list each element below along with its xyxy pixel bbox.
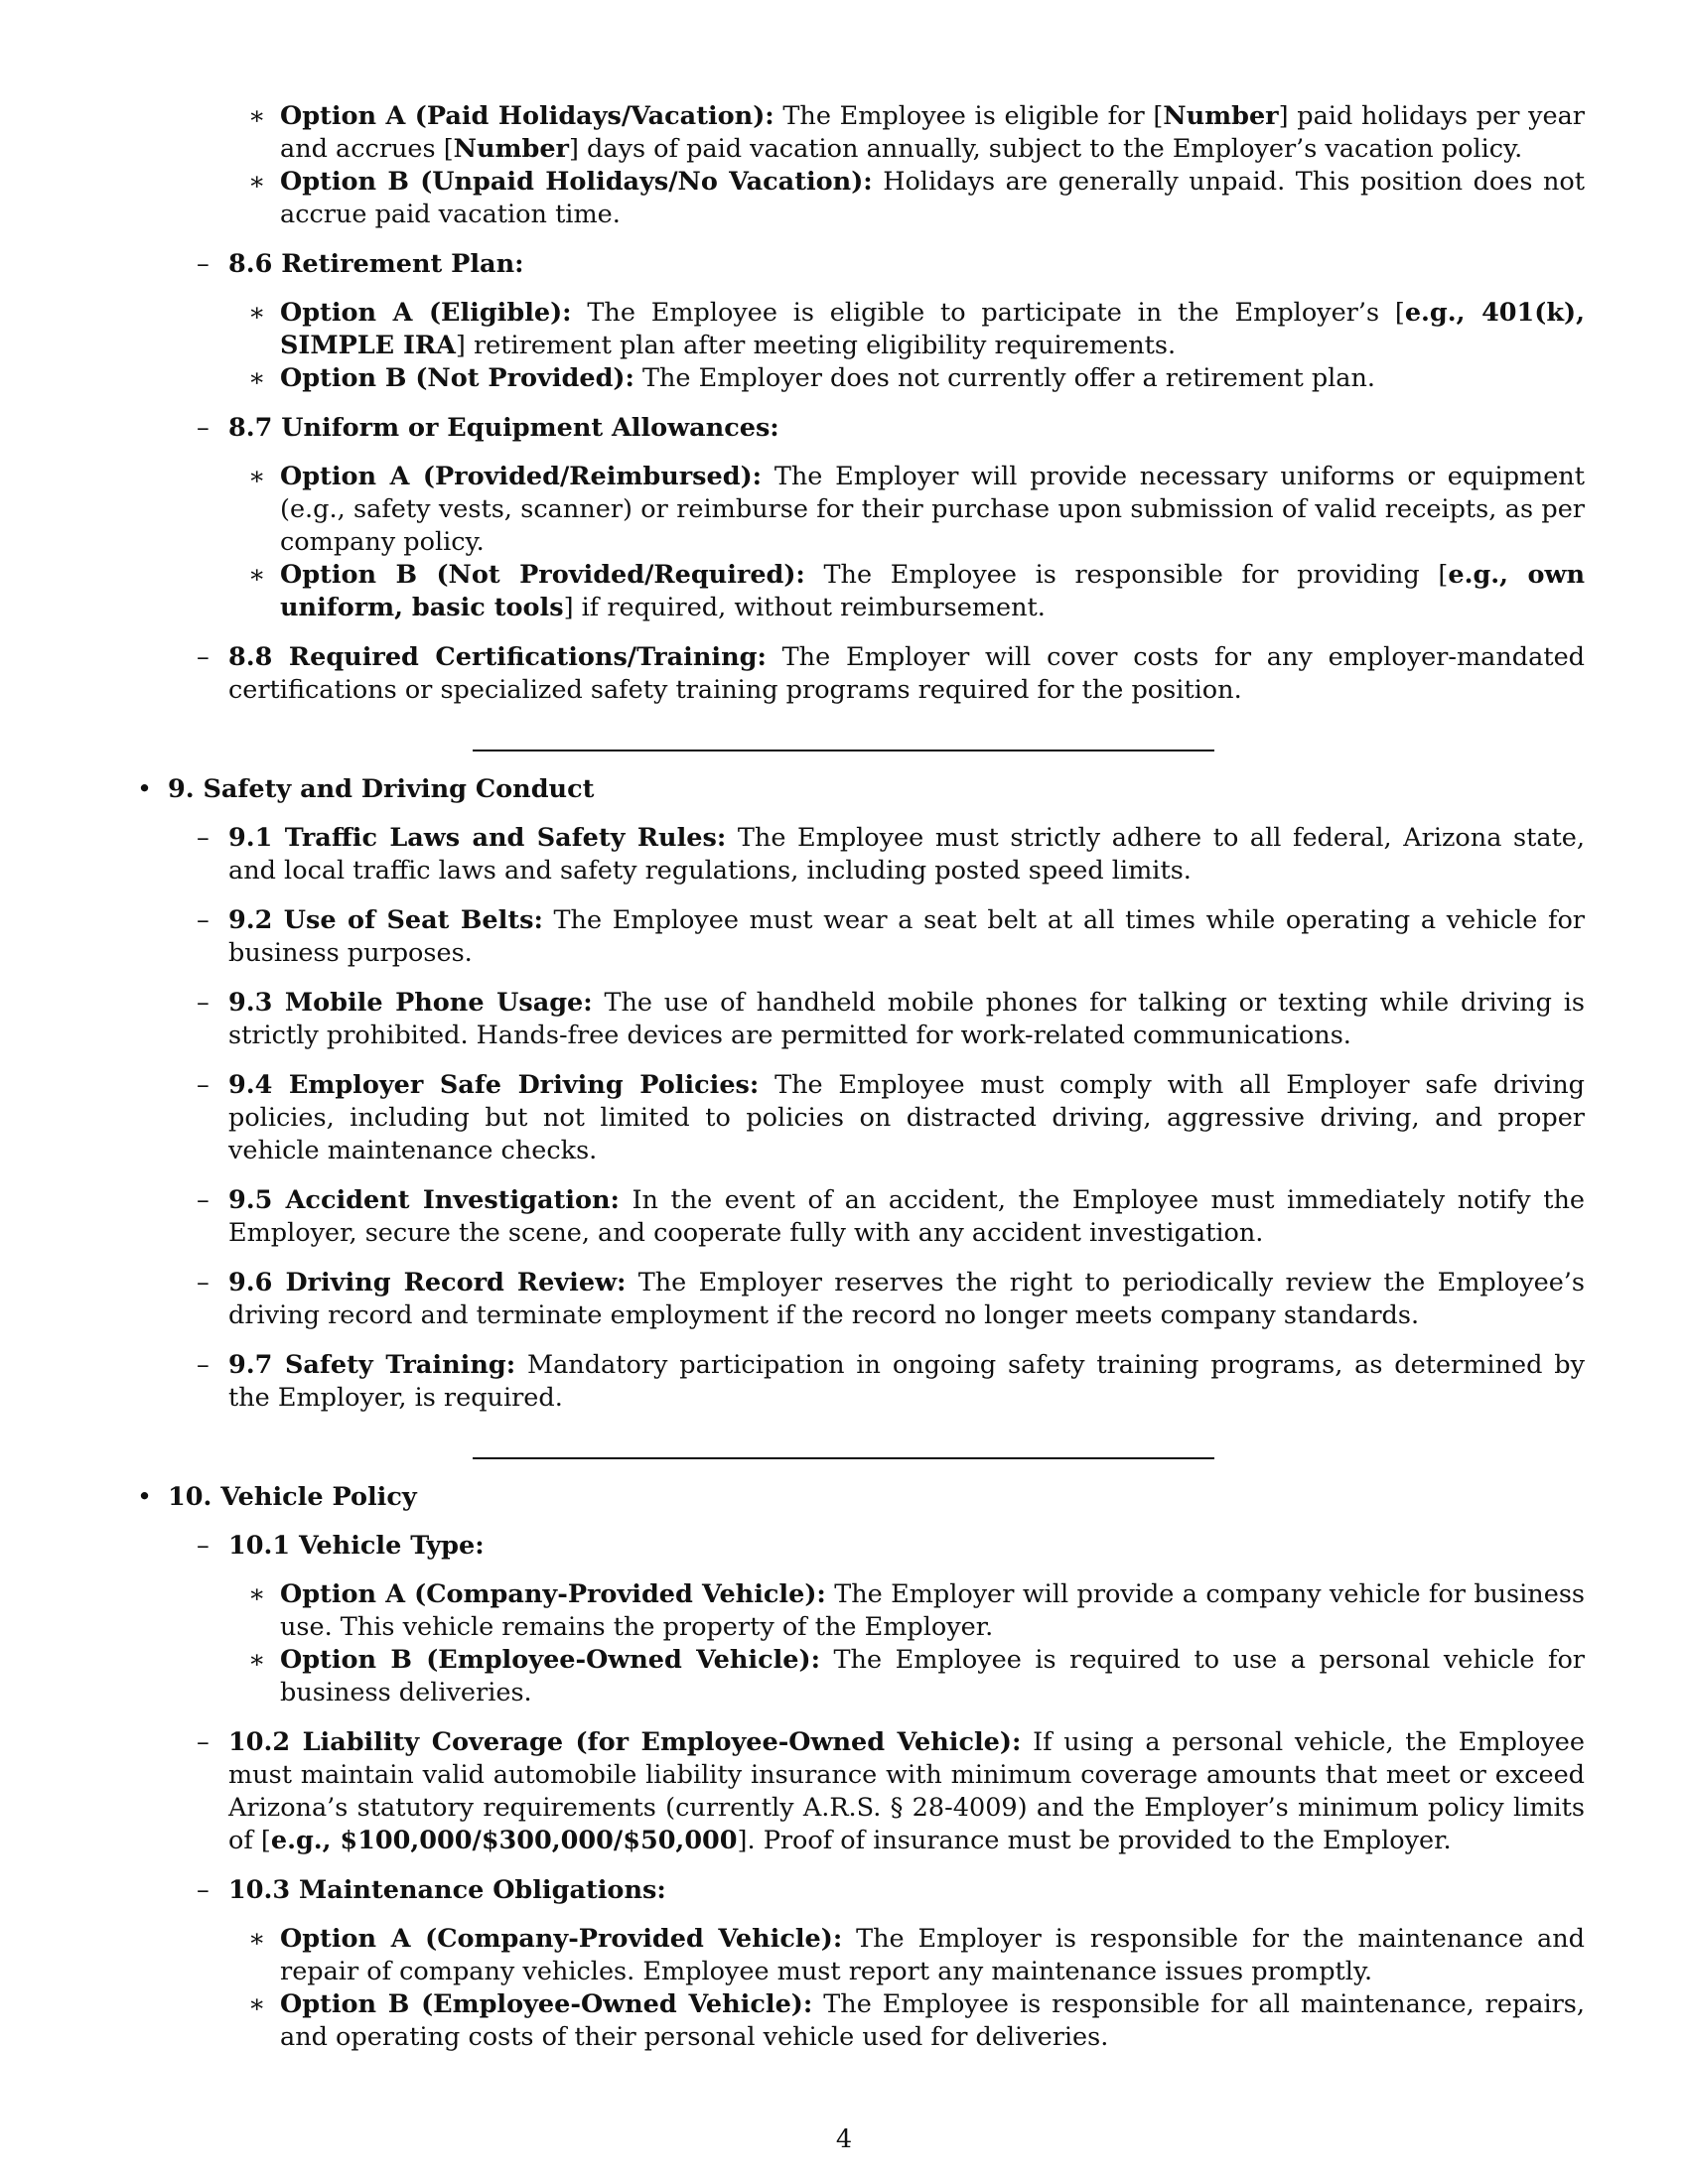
star-marker: ∗ bbox=[248, 101, 266, 131]
section-9-4: – 9.4 Employer Safe Driving Policies: The Employee must comply with all Employer safe driving policies, including but not limited to policies on distracted driving, aggressive driving, and proper vehicle maintenance checks. bbox=[197, 1070, 1585, 1165]
option-10-1-b: ∗ Option B (Employee-Owned Vehicle): The Employee is required to use a personal vehicle for business deliveries. bbox=[248, 1645, 1585, 1707]
horizontal-divider bbox=[473, 750, 1214, 751]
section-9-5: – 9.5 Accident Investigation: In the event of an accident, the Employee must immediately notify the Employer, secure the scene, and cooperate fully with any accident investigation. bbox=[197, 1185, 1585, 1248]
dash-marker: – bbox=[197, 1350, 210, 1380]
section-10-2: – 10.2 Liability Coverage (for Employee-Owned Vehicle): If using a personal vehicle, the Employee must maintain valid automobile liability insurance with minimum coverage amounts that meet or exceed Arizona’s statutory requirements (currently A.R.S. § 28-4009) and the Employer’s minimum policy limits of [e.g., $100,000/$300,000/$50,000]. Proof of insurance must be provided to the Employer. bbox=[197, 1727, 1585, 1855]
dash-marker: – bbox=[197, 1070, 210, 1100]
option-8-6-a: ∗ Option A (Eligible): The Employee is eligible to participate in the Employer’s [e.g., 401(k), SIMPLE IRA] retirement plan after meeting eligibility requirements. bbox=[248, 298, 1585, 360]
option-10-3-a: ∗ Option A (Company-Provided Vehicle): The Employer is responsible for the maintenance and repair of company vehicles. Employee must report any maintenance issues promptly. bbox=[248, 1924, 1585, 1986]
option-10-1-a: ∗ Option A (Company-Provided Vehicle): The Employer will provide a company vehicle for business use. This vehicle remains the property of the Employer. bbox=[248, 1579, 1585, 1642]
option-8-5-b: ∗ Option B (Unpaid Holidays/No Vacation): Holidays are generally unpaid. This position does not accrue paid vacation time. bbox=[248, 167, 1585, 229]
section-10-1-heading: – 10.1 Vehicle Type: bbox=[197, 1531, 485, 1561]
option-label: Option A (Eligible): bbox=[280, 298, 572, 328]
option-8-7-a: ∗ Option A (Provided/Reimbursed): The Employer will provide necessary uniforms or equipment (e.g., safety vests, scanner) or reimburse for their purchase upon submission of valid receipts, as per company policy. bbox=[248, 462, 1585, 557]
bullet-marker: • bbox=[137, 1482, 153, 1512]
option-label: Option B (Not Provided/Required): bbox=[280, 560, 805, 590]
horizontal-divider bbox=[473, 1457, 1214, 1459]
section-9-heading: • 9. Safety and Driving Conduct bbox=[137, 774, 595, 804]
star-marker: ∗ bbox=[248, 1989, 266, 2019]
dash-marker: – bbox=[197, 1268, 210, 1297]
dash-marker: – bbox=[197, 1531, 210, 1561]
section-9-2: – 9.2 Use of Seat Belts: The Employee must wear a seat belt at all times while operating a vehicle for business purposes. bbox=[197, 905, 1585, 968]
section-10-heading: • 10. Vehicle Policy bbox=[137, 1482, 417, 1512]
section-8-7-heading: – 8.7 Uniform or Equipment Allowances: bbox=[197, 413, 779, 443]
section-10-3-heading: – 10.3 Maintenance Obligations: bbox=[197, 1875, 666, 1905]
bullet-marker: • bbox=[137, 774, 153, 804]
dash-marker: – bbox=[197, 1727, 210, 1757]
star-marker: ∗ bbox=[248, 363, 266, 393]
page-number: 4 bbox=[835, 2124, 853, 2154]
option-label: Option B (Not Provided): bbox=[280, 363, 634, 393]
option-label: Option A (Company-Provided Vehicle): bbox=[280, 1579, 826, 1609]
section-8-6-heading: – 8.6 Retirement Plan: bbox=[197, 249, 524, 279]
star-marker: ∗ bbox=[248, 560, 266, 590]
section-9-1: – 9.1 Traffic Laws and Safety Rules: The Employee must strictly adhere to all federal, Arizona state, and local traffic laws and safety regulations, including posted speed limits. bbox=[197, 823, 1585, 886]
dash-marker: – bbox=[197, 823, 210, 853]
section-9-6: – 9.6 Driving Record Review: The Employer reserves the right to periodically review the Employee’s driving record and terminate employment if the record no longer meets company standards. bbox=[197, 1268, 1585, 1330]
option-8-7-b: ∗ Option B (Not Provided/Required): The Employee is responsible for providing [e.g., own uniform, basic tools] if required, without reimbursement. bbox=[248, 560, 1586, 622]
section-9-3: – 9.3 Mobile Phone Usage: The use of handheld mobile phones for talking or texting while driving is strictly prohibited. Hands-free devices are permitted for work-related communications. bbox=[197, 988, 1585, 1050]
dash-marker: – bbox=[197, 1185, 210, 1215]
option-label: Option B (Employee-Owned Vehicle): bbox=[280, 1989, 813, 2019]
dash-marker: – bbox=[197, 905, 210, 935]
option-label: Option A (Company-Provided Vehicle): bbox=[280, 1924, 843, 1954]
star-marker: ∗ bbox=[248, 1645, 266, 1675]
option-label: Option B (Employee-Owned Vehicle): bbox=[280, 1645, 820, 1675]
option-label: Option B (Unpaid Holidays/No Vacation): bbox=[280, 167, 873, 197]
section-9-7: – 9.7 Safety Training: Mandatory participation in ongoing safety training programs, as determined by the Employer, is required. bbox=[197, 1350, 1585, 1413]
dash-marker: – bbox=[197, 642, 210, 672]
section-8-8: – 8.8 Required Certifications/Training: The Employer will cover costs for any employer-mandated certifications or specialized safety training programs required for the position. bbox=[197, 642, 1585, 705]
star-marker: ∗ bbox=[248, 1579, 266, 1609]
dash-marker: – bbox=[197, 1875, 210, 1905]
star-marker: ∗ bbox=[248, 167, 266, 197]
option-8-5-a: ∗ Option A (Paid Holidays/Vacation): The Employee is eligible for [Number] paid holidays per year and accrues [Number] days of paid vacation annually, subject to the Employer’s vacation policy. bbox=[248, 101, 1585, 164]
option-8-6-b: ∗ Option B (Not Provided): The Employer does not currently offer a retirement plan. bbox=[248, 363, 1376, 393]
dash-marker: – bbox=[197, 413, 210, 443]
star-marker: ∗ bbox=[248, 298, 266, 328]
star-marker: ∗ bbox=[248, 1924, 266, 1954]
option-label: Option A (Paid Holidays/Vacation): bbox=[280, 101, 774, 131]
dash-marker: – bbox=[197, 988, 210, 1018]
option-10-3-b: ∗ Option B (Employee-Owned Vehicle): The Employee is responsible for all maintenance, repairs, and operating costs of their personal vehicle used for deliveries. bbox=[248, 1989, 1586, 2052]
option-label: Option A (Provided/Reimbursed): bbox=[280, 462, 763, 491]
star-marker: ∗ bbox=[248, 462, 266, 491]
dash-marker: – bbox=[197, 249, 210, 279]
